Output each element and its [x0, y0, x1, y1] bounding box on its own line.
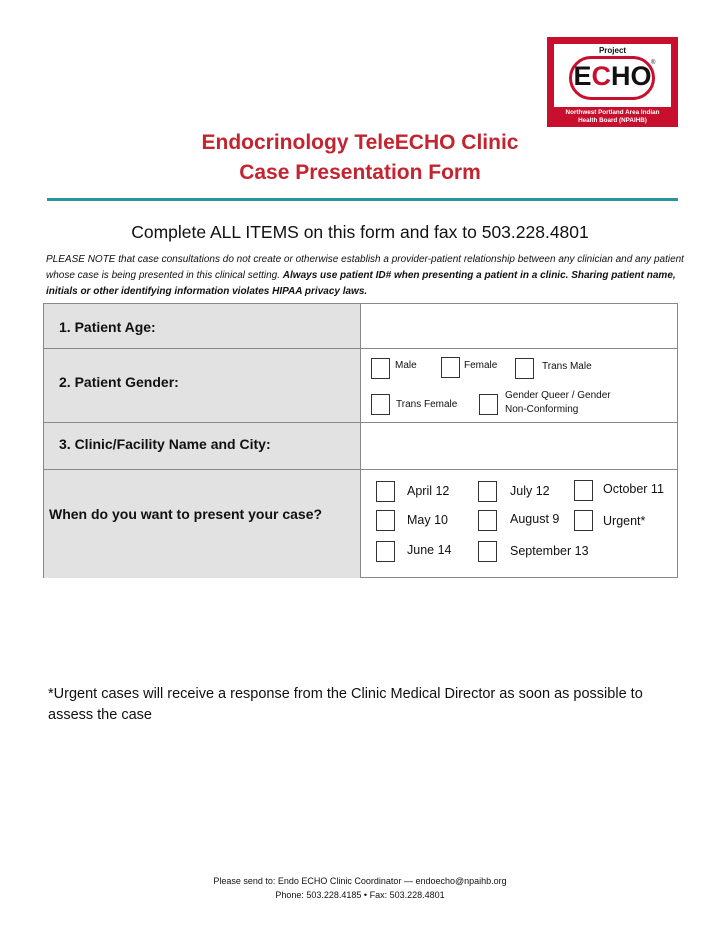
checkbox-june-14[interactable] [376, 541, 395, 562]
checkbox-october-11[interactable] [574, 480, 593, 501]
option-female-label: Female [464, 360, 498, 371]
checkbox-gender-queer[interactable] [479, 394, 498, 415]
instructions: Complete ALL ITEMS on this form and fax to 503.228.4801 [131, 222, 589, 242]
footer-contact: Please send to: Endo ECHO Clinic Coordinator — endoecho@npaihb.org [213, 876, 507, 886]
option-june-14-label: June 14 [407, 543, 452, 557]
present-date-label: When do you want to present your case? [49, 506, 323, 522]
clinic-label: 3. Clinic/Facility Name and City: [59, 436, 271, 452]
privacy-note: PLEASE NOTE that case consultations do not create or otherwise establish a provider-patient relationship between any clinician and any patient whose case is being presented in this clinical setting. Always use patient ID# when presenting a patient in a clinic. Sharing patient name, initials or other identifying information violates HIPAA privacy laws. [46, 254, 684, 297]
option-may-10-label: May 10 [407, 513, 448, 527]
checkbox-august-9[interactable] [478, 510, 497, 531]
option-trans-male-label: Trans Male [542, 361, 592, 372]
checkbox-male[interactable] [371, 358, 390, 379]
logo-registered-mark: ® [651, 60, 656, 66]
checkbox-september-13[interactable] [478, 541, 497, 562]
checkbox-trans-female[interactable] [371, 394, 390, 415]
option-august-9-label: August 9 [510, 512, 560, 526]
row-divider [44, 348, 677, 349]
row-divider [44, 469, 677, 470]
logo-organization: Northwest Portland Area Indian Health Board (NPAIHB) [565, 109, 660, 124]
clinic-name-input[interactable] [361, 422, 677, 469]
footer-phone-fax: Phone: 503.228.4185 • Fax: 503.228.4801 [275, 890, 445, 900]
present-label-cell [44, 469, 361, 578]
option-september-13-label: September 13 [510, 544, 589, 558]
title-divider [47, 198, 678, 201]
patient-gender-label: 2. Patient Gender: [59, 374, 179, 390]
logo-wordmark: ECHO [573, 61, 652, 91]
case-form-table [43, 303, 678, 578]
row-divider [44, 422, 677, 423]
form-subtitle: Case Presentation Form [239, 161, 481, 184]
checkbox-april-12[interactable] [376, 481, 395, 502]
checkbox-may-10[interactable] [376, 510, 395, 531]
option-july-12-label: July 12 [510, 484, 550, 498]
option-april-12-label: April 12 [407, 484, 450, 498]
checkbox-july-12[interactable] [478, 481, 497, 502]
option-male-label: Male [395, 360, 417, 371]
option-urgent-label: Urgent* [603, 514, 646, 528]
option-trans-female-label: Trans Female [396, 399, 458, 410]
patient-age-label: 1. Patient Age: [59, 319, 156, 335]
patient-age-input[interactable] [361, 304, 677, 348]
logo-project-text: Project [598, 46, 627, 55]
checkbox-female[interactable] [441, 357, 460, 378]
form-title: Endocrinology TeleECHO Clinic [201, 131, 519, 154]
urgent-note: *Urgent cases will receive a response from the Clinic Medical Director as soon as possible to assess the case [48, 686, 643, 723]
option-october-11-label: October 11 [603, 482, 664, 496]
option-gender-queer-label: Gender Queer / Gender [505, 390, 611, 401]
checkbox-urgent[interactable] [574, 510, 593, 531]
checkbox-trans-male[interactable] [515, 358, 534, 379]
option-gender-queer-label-2: Non-Conforming [505, 404, 579, 415]
